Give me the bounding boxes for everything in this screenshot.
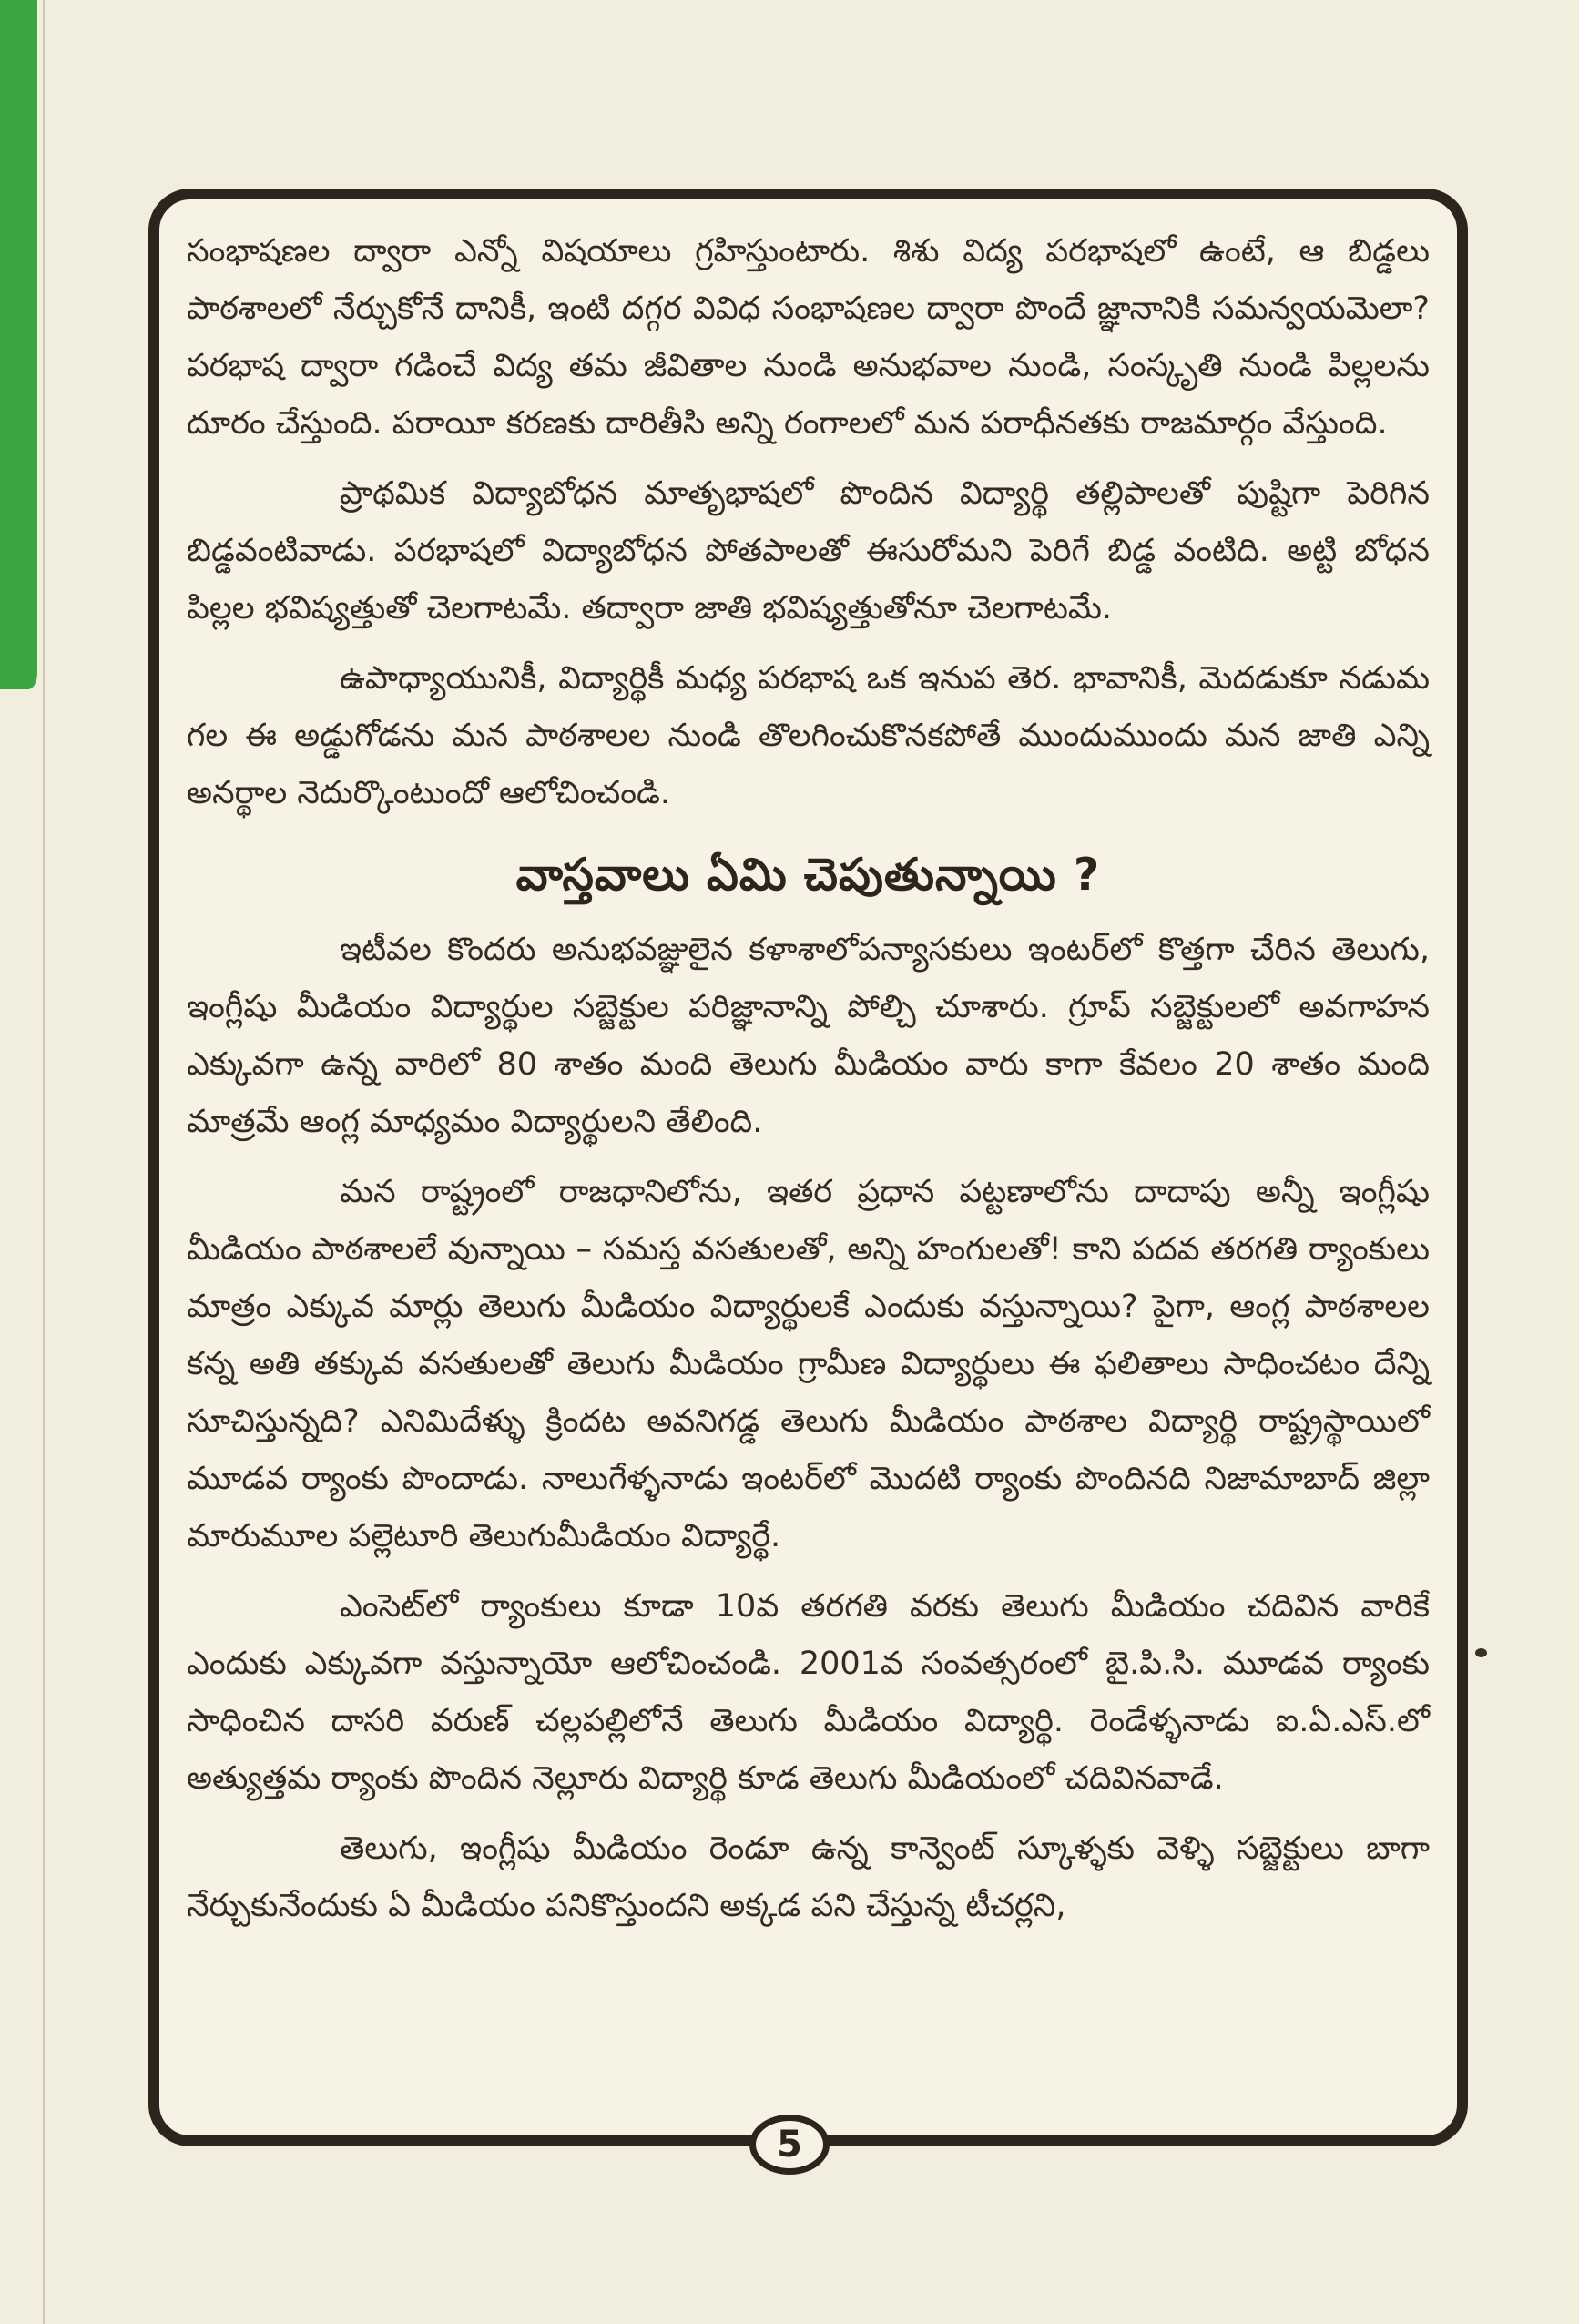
section-heading: వాస్తవాలు ఏమి చెపుతున్నాయి ? [515,849,1101,901]
paragraph: మన రాష్ట్రంలో రాజధానిలోను, ఇతర ప్రధాన పట్టణాలోను దాదాపు అన్నీ ఇంగ్లీషు మీడియం పాఠశాలలే వున్నాయి – సమస్త వసతులతో, అన్ని హంగులతో! కాని పదవ తరగతి ర్యాంకులు మాత్రం ఎక్కువ మార్లు తెలుగు మీడియం విద్యార్థులకే ఎందుకు వస్తున్నాయి? పైగా, ఆంగ్ల పాఠశాలల కన్న అతి తక్కువ వసతులతో తెలుగు మీడియం గ్రామీణ విద్యార్థులు ఈ ఫలితాలు సాధించటం దేన్ని సూచిస్తున్నది? ఎనిమిదేళ్ళు క్రిందట అవనిగడ్డ తెలుగు మీడియం పాఠశాల విద్యార్థి రాష్ట్రస్థాయిలో మూడవ ర్యాంకు పొందాడు. నాలుగేళ్ళనాడు ఇంటర్‌లో మొదటి ర్యాంకు పొందినది నిజామాబాద్ జిల్లా మారుమూల పల్లెటూరి తెలుగుమీడియం విద్యార్థే. [187,1174,1430,1554]
paragraph: ఇటీవల కొందరు అనుభవజ్ఞులైన కళాశాలోపన్యాసకులు ఇంటర్‌లో కొత్తగా చేరిన తెలుగు, ఇంగ్లీషు మీడియం విద్యార్థుల సబ్జెక్టుల పరిజ్ఞానాన్ని పోల్చి చూశారు. గ్రూప్ సబ్జెక్టులలో అవగాహన ఎక్కువగా ఉన్న వారిలో 80 శాతం మంది తెలుగు మీడియం వారు కాగా కేవలం 20 శాతం మంది మాత్రమే ఆంగ్ల మాధ్యమం విద్యార్థులని తేలింది. [187,932,1430,1140]
text-border-panel [148,189,1468,2146]
paragraph: ఉపాధ్యాయునికీ, విద్యార్థికీ మధ్య పరభాష ఒక ఇనుప తెర. భావానికీ, మెదడుకూ నడుమ గల ఈ అడ్డుగోడను మన పాఠశాలల నుండి తొలగించుకొనకపోతే ముందుముందు మన జాతి ఎన్ని అనర్థాల నెదుర్కొంటుందో ఆలోచించండి. [187,660,1430,811]
body-text [187,223,1430,1935]
paragraph: ప్రాథమిక విద్యాబోధన మాతృభాషలో పొందిన విద్యార్థి తల్లిపాలతో పుష్టిగా పెరిగిన బిడ్డవంటివాడు. పరభాషలో విద్యాబోధన పోతపాలతో ఈసురోమని పెరిగే బిడ్డ వంటిది. అట్టి బోధన పిల్లల భవిష్యత్తుతో చెలగాటమే. తద్వారా జాతి భవిష్యత్తుతోనూ చెలగాటమే. [187,475,1430,627]
paragraph: తెలుగు, ఇంగ్లీషు మీడియం రెండూ ఉన్న కాన్వెంట్ స్కూళ్ళకు వెళ్ళి సబ్జెక్టులు బాగా నేర్చుకునేందుకు ఏ మీడియం పనికొస్తుందని అక్కడ పని చేస్తున్న టీచర్లని, [187,1830,1430,1924]
paragraph: సంభాషణల ద్వారా ఎన్నో విషయాలు గ్రహిస్తుంటారు. శిశు విద్య పరభాషలో ఉంటే, ఆ బిడ్డలు పాఠశాలలో నేర్చుకోనే దానికీ, ఇంటి దగ్గర వివిధ సంభాషణల ద్వారా పొందే జ్ఞానానికి సమన్వయమెలా? పరభాష ద్వారా గడించే విద్య తమ జీవితాల నుండి అనుభవాల నుండి, సంస్కృతి నుండి పిల్లలను దూరం చేస్తుంది. పరాయీ కరణకు దారితీసి అన్ని రంగాలలో మన పరాధీనతకు రాజమార్గం వేస్తుంది. [187,233,1430,442]
page-number: 5 [777,2124,802,2166]
page-crease-line [43,0,45,2324]
ink-speck [1475,1648,1487,1657]
page-number-badge [749,2115,830,2175]
paragraph: ఎంసెట్‌లో ర్యాంకులు కూడా 10వ తరగతి వరకు తెలుగు మీడియం చదివిన వారికే ఎందుకు ఎక్కువగా వస్తున్నాయో ఆలోచించండి. 2001వ సంవత్సరంలో బై.పి.సి. మూడవ ర్యాంకు సాధించిన దాసరి వరుణ్ చల్లపల్లిలోనే తెలుగు మీడియం విద్యార్థి. రెండేళ్ళనాడు ఐ.ఏ.ఎస్.లో అత్యుత్తమ ర్యాంకు పొందిన నెల్లూరు విద్యార్థి కూడ తెలుగు మీడియంలో చదివినవాడే. [187,1588,1430,1797]
green-edge-strip [0,0,37,689]
